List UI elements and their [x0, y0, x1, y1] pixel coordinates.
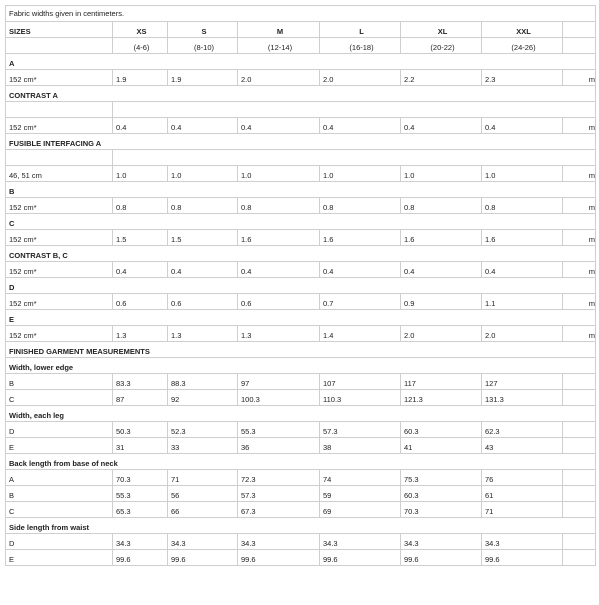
fabric-width-label: 152 cm*: [6, 230, 113, 246]
fabric-amount: 0.4: [113, 262, 168, 278]
size-name-l: L: [320, 22, 401, 38]
fabric-row: [6, 294, 596, 310]
fabric-amount: 0.4: [238, 262, 320, 278]
fabric-row: [6, 70, 596, 86]
measurement-view-label: D: [6, 534, 113, 550]
measurement-value: 83.3: [113, 374, 168, 390]
measurement-value: 36: [238, 438, 320, 454]
size-table-body: [6, 6, 596, 566]
sizes-header-row: [6, 22, 596, 38]
fabric-amount: 1.3: [113, 326, 168, 342]
measurement-unit-cell: [563, 438, 596, 454]
spacer-row: [6, 150, 596, 166]
fabric-width-label: 46, 51 cm: [6, 166, 113, 182]
fabric-amount: 0.4: [238, 118, 320, 134]
fabric-section-title-row: [6, 86, 596, 102]
measurement-value: 100.3: [238, 390, 320, 406]
measurement-unit-cell: [563, 390, 596, 406]
fabric-row: [6, 166, 596, 182]
finished-measurements-title: FINISHED GARMENT MEASUREMENTS: [6, 342, 596, 358]
measurement-row: [6, 534, 596, 550]
measurement-view-label: B: [6, 374, 113, 390]
measurement-value: 99.6: [238, 550, 320, 566]
spacer-cell: [113, 102, 596, 118]
measurement-value: 33: [168, 438, 238, 454]
caption: Fabric widths given in centimeters.: [6, 6, 596, 22]
measurement-value: 107: [320, 374, 401, 390]
measurement-unit-cell: [563, 550, 596, 566]
measurement-value: 99.6: [168, 550, 238, 566]
fabric-width-label: 152 cm*: [6, 262, 113, 278]
measurement-value: 57.3: [320, 422, 401, 438]
fabric-amount: 1.6: [238, 230, 320, 246]
size-name-s: S: [168, 22, 238, 38]
size-range-xxl: (24-26): [482, 38, 563, 54]
measurement-value: 97: [238, 374, 320, 390]
fabric-row: [6, 118, 596, 134]
fabric-section-title: CONTRAST A: [6, 86, 596, 102]
fabric-amount: 2.0: [482, 326, 563, 342]
finished-title-row: [6, 342, 596, 358]
measurement-value: 121.3: [401, 390, 482, 406]
measurement-value: 99.6: [113, 550, 168, 566]
fabric-amount: 1.1: [482, 294, 563, 310]
fabric-amount: 0.9: [401, 294, 482, 310]
measurement-unit-cell: [563, 470, 596, 486]
fabric-unit: m: [563, 230, 596, 246]
measurement-section-title: Width, each leg: [6, 406, 596, 422]
fabric-amount: 0.8: [320, 198, 401, 214]
spacer-cell: [6, 150, 113, 166]
fabric-amount: 2.2: [401, 70, 482, 86]
fabric-section-title: CONTRAST B, C: [6, 246, 596, 262]
measurement-value: 67.3: [238, 502, 320, 518]
fabric-section-title-row: [6, 310, 596, 326]
measurement-value: 34.3: [113, 534, 168, 550]
range-unit-cell: [563, 38, 596, 54]
size-range-xs: (4-6): [113, 38, 168, 54]
fabric-amount: 0.8: [401, 198, 482, 214]
measurement-value: 71: [482, 502, 563, 518]
size-range-m: (12-14): [238, 38, 320, 54]
fabric-amount: 0.4: [401, 118, 482, 134]
fabric-unit: m: [563, 166, 596, 182]
fabric-row: [6, 326, 596, 342]
measurement-view-label: E: [6, 550, 113, 566]
fabric-section-title: D: [6, 278, 596, 294]
fabric-row: [6, 230, 596, 246]
fabric-amount: 0.4: [113, 118, 168, 134]
sizes-range-row: [6, 38, 596, 54]
measurement-value: 52.3: [168, 422, 238, 438]
measurement-value: 31: [113, 438, 168, 454]
measurement-value: 38: [320, 438, 401, 454]
size-name-xs: XS: [113, 22, 168, 38]
fabric-width-label: 152 cm*: [6, 70, 113, 86]
fabric-amount: 0.4: [401, 262, 482, 278]
measurement-value: 117: [401, 374, 482, 390]
fabric-amount: 2.0: [401, 326, 482, 342]
measurement-value: 50.3: [113, 422, 168, 438]
measurement-value: 127: [482, 374, 563, 390]
measurement-row: [6, 438, 596, 454]
measurement-view-label: C: [6, 502, 113, 518]
fabric-section-title: FUSIBLE INTERFACING A: [6, 134, 596, 150]
measurement-view-label: B: [6, 486, 113, 502]
fabric-amount: 1.3: [238, 326, 320, 342]
measurement-value: 74: [320, 470, 401, 486]
measurement-value: 43: [482, 438, 563, 454]
measurement-value: 70.3: [401, 502, 482, 518]
fabric-amount: 1.6: [482, 230, 563, 246]
fabric-amount: 1.0: [238, 166, 320, 182]
measurement-row: [6, 422, 596, 438]
fabric-amount: 0.4: [168, 262, 238, 278]
measurement-unit-cell: [563, 374, 596, 390]
measurement-row: [6, 550, 596, 566]
measurement-value: 34.3: [401, 534, 482, 550]
size-chart: [5, 5, 596, 566]
fabric-amount: 0.6: [113, 294, 168, 310]
fabric-row: [6, 262, 596, 278]
measurement-section-title: Side length from waist: [6, 518, 596, 534]
size-range-s: (8-10): [168, 38, 238, 54]
measurement-row: [6, 390, 596, 406]
fabric-amount: 1.9: [168, 70, 238, 86]
fabric-section-title-row: [6, 278, 596, 294]
fabric-unit: m: [563, 118, 596, 134]
fabric-section-title-row: [6, 134, 596, 150]
fabric-width-label: 152 cm*: [6, 326, 113, 342]
measurement-value: 92: [168, 390, 238, 406]
measurement-section-title-row: [6, 406, 596, 422]
measurement-value: 72.3: [238, 470, 320, 486]
measurement-unit-cell: [563, 486, 596, 502]
fabric-amount: 0.4: [482, 118, 563, 134]
measurement-row: [6, 502, 596, 518]
measurement-value: 131.3: [482, 390, 563, 406]
fabric-amount: 1.0: [113, 166, 168, 182]
size-name-m: M: [238, 22, 320, 38]
fabric-amount: 1.9: [113, 70, 168, 86]
measurement-unit-cell: [563, 502, 596, 518]
fabric-amount: 0.7: [320, 294, 401, 310]
measurement-view-label: C: [6, 390, 113, 406]
fabric-amount: 0.6: [168, 294, 238, 310]
fabric-amount: 0.6: [238, 294, 320, 310]
measurement-section-title: Back length from base of neck: [6, 454, 596, 470]
fabric-section-title: C: [6, 214, 596, 230]
measurement-value: 55.3: [238, 422, 320, 438]
measurement-value: 76: [482, 470, 563, 486]
fabric-amount: 0.4: [168, 118, 238, 134]
measurement-value: 34.3: [482, 534, 563, 550]
fabric-amount: 0.8: [238, 198, 320, 214]
measurement-value: 55.3: [113, 486, 168, 502]
measurement-section-title-row: [6, 518, 596, 534]
fabric-amount: 1.0: [168, 166, 238, 182]
fabric-amount: 0.8: [482, 198, 563, 214]
measurement-value: 56: [168, 486, 238, 502]
measurement-value: 99.6: [482, 550, 563, 566]
measurement-unit-cell: [563, 534, 596, 550]
fabric-amount: 1.3: [168, 326, 238, 342]
fabric-unit: m: [563, 198, 596, 214]
measurement-section-title-row: [6, 358, 596, 374]
measurement-view-label: A: [6, 470, 113, 486]
measurement-value: 60.3: [401, 422, 482, 438]
fabric-section-title-row: [6, 246, 596, 262]
fabric-amount: 0.4: [320, 118, 401, 134]
sizes-label: SIZES: [6, 22, 113, 38]
fabric-unit: m: [563, 70, 596, 86]
measurement-value: 34.3: [238, 534, 320, 550]
measurement-value: 88.3: [168, 374, 238, 390]
spacer-cell: [113, 150, 596, 166]
fabric-amount: 1.6: [401, 230, 482, 246]
fabric-amount: 1.5: [113, 230, 168, 246]
measurement-section-title: Width, lower edge: [6, 358, 596, 374]
measurement-value: 75.3: [401, 470, 482, 486]
fabric-amount: 1.0: [401, 166, 482, 182]
fabric-amount: 1.4: [320, 326, 401, 342]
fabric-width-label: 152 cm*: [6, 198, 113, 214]
measurement-row: [6, 374, 596, 390]
measurement-value: 60.3: [401, 486, 482, 502]
fabric-width-label: 152 cm*: [6, 294, 113, 310]
measurement-unit-cell: [563, 422, 596, 438]
measurement-value: 34.3: [168, 534, 238, 550]
fabric-section-title: B: [6, 182, 596, 198]
measurement-view-label: E: [6, 438, 113, 454]
fabric-unit: m: [563, 262, 596, 278]
measurement-value: 70.3: [113, 470, 168, 486]
fabric-amount: 0.8: [113, 198, 168, 214]
measurement-value: 41: [401, 438, 482, 454]
spacer-row: [6, 102, 596, 118]
measurement-row: [6, 486, 596, 502]
fabric-amount: 2.0: [238, 70, 320, 86]
size-name-xl: XL: [401, 22, 482, 38]
fabric-section-title-row: [6, 54, 596, 70]
size-range-xl: (20-22): [401, 38, 482, 54]
measurement-value: 57.3: [238, 486, 320, 502]
measurement-row: [6, 470, 596, 486]
fabric-section-title: A: [6, 54, 596, 70]
fabric-section-title-row: [6, 214, 596, 230]
fabric-amount: 1.0: [320, 166, 401, 182]
measurement-value: 71: [168, 470, 238, 486]
fabric-amount: 0.4: [320, 262, 401, 278]
caption-row: [6, 6, 596, 22]
header-unit-cell: [563, 22, 596, 38]
fabric-unit: m: [563, 326, 596, 342]
measurement-value: 61: [482, 486, 563, 502]
fabric-amount: 1.5: [168, 230, 238, 246]
size-name-xxl: XXL: [482, 22, 563, 38]
fabric-amount: 0.4: [482, 262, 563, 278]
measurement-value: 62.3: [482, 422, 563, 438]
fabric-section-title: E: [6, 310, 596, 326]
measurement-value: 66: [168, 502, 238, 518]
fabric-width-label: 152 cm*: [6, 118, 113, 134]
size-table: [5, 5, 596, 566]
measurement-value: 34.3: [320, 534, 401, 550]
size-range-l: (16-18): [320, 38, 401, 54]
fabric-amount: 1.0: [482, 166, 563, 182]
spacer-cell: [6, 102, 113, 118]
measurement-section-title-row: [6, 454, 596, 470]
measurement-value: 110.3: [320, 390, 401, 406]
fabric-amount: 2.0: [320, 70, 401, 86]
measurement-value: 59: [320, 486, 401, 502]
measurement-value: 99.6: [401, 550, 482, 566]
fabric-amount: 2.3: [482, 70, 563, 86]
measurement-value: 65.3: [113, 502, 168, 518]
range-label-cell: [6, 38, 113, 54]
measurement-value: 69: [320, 502, 401, 518]
fabric-row: [6, 198, 596, 214]
measurement-value: 99.6: [320, 550, 401, 566]
measurement-view-label: D: [6, 422, 113, 438]
fabric-unit: m: [563, 294, 596, 310]
fabric-section-title-row: [6, 182, 596, 198]
measurement-value: 87: [113, 390, 168, 406]
fabric-amount: 1.6: [320, 230, 401, 246]
fabric-amount: 0.8: [168, 198, 238, 214]
